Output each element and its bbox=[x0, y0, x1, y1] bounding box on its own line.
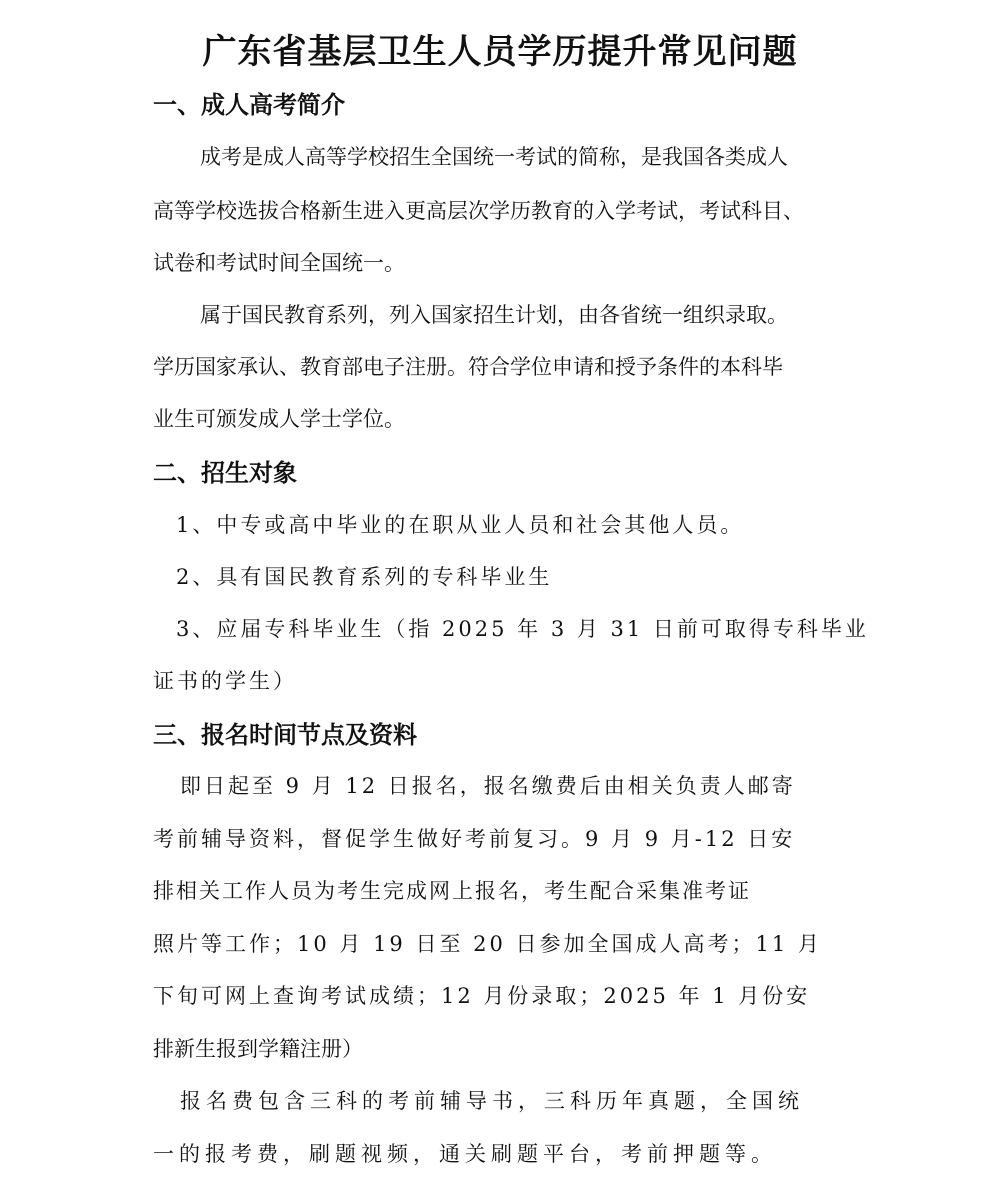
section1-para2-line1: 属于国民教育系列，列入国家招生计划，由各省统一组织录取。 bbox=[200, 303, 788, 327]
section3-para1-line1: 即日起至 9 月 12 日报名，报名缴费后由相关负责人邮寄 bbox=[180, 774, 796, 798]
section2-item1: 1、中专或高中毕业的在职从业人员和社会其他人员。 bbox=[176, 513, 745, 537]
section3-para1-line5: 下旬可网上查询考试成绩；12 月份录取；2025 年 1 月份安 bbox=[153, 984, 811, 1008]
section2-item2: 2、具有国民教育系列的专科毕业生 bbox=[176, 565, 553, 589]
section1-heading: 一、成人高考简介 bbox=[153, 90, 345, 119]
section3-para1-line4: 照片等工作；10 月 19 日至 20 日参加全国成人高考；11 月 bbox=[153, 932, 822, 956]
section3-heading: 三、报名时间节点及资料 bbox=[153, 720, 417, 749]
section3-para1-line2: 考前辅导资料，督促学生做好考前复习。9 月 9 月-12 日安 bbox=[153, 827, 796, 851]
section3-para2-line1: 报名费包含三科的考前辅导书，三科历年真题，全国统 bbox=[180, 1089, 804, 1113]
section3-para1-line3: 排相关工作人员为考生完成网上报名，考生配合采集准考证 bbox=[153, 879, 751, 903]
section1-para2-line2: 学历国家承认、教育部电子注册。符合学位申请和授予条件的本科毕 bbox=[153, 355, 783, 379]
section3-para1-line6: 排新生报到学籍注册） bbox=[153, 1037, 363, 1061]
document-title: 广东省基层卫生人员学历提升常见问题 bbox=[202, 32, 798, 72]
section1-para1-line3: 试卷和考试时间全国统一。 bbox=[153, 251, 405, 275]
section1-para1-line1: 成考是成人高等学校招生全国统一考试的简称，是我国各类成人 bbox=[200, 145, 788, 169]
section2-item3-line1: 3、应届专科毕业生（指 2025 年 3 月 31 日前可取得专科毕业 bbox=[176, 617, 869, 641]
section2-heading: 二、招生对象 bbox=[153, 458, 297, 487]
section1-para1-line2: 高等学校选拔合格新生进入更高层次学历教育的入学考试，考试科目、 bbox=[153, 199, 804, 223]
section3-para2-line2: 一的报考费，刷题视频，通关刷题平台，考前押题等。 bbox=[153, 1142, 777, 1166]
section1-para2-line3: 业生可颁发成人学士学位。 bbox=[153, 407, 405, 431]
section2-item3-line2: 证书的学生） bbox=[153, 669, 297, 693]
